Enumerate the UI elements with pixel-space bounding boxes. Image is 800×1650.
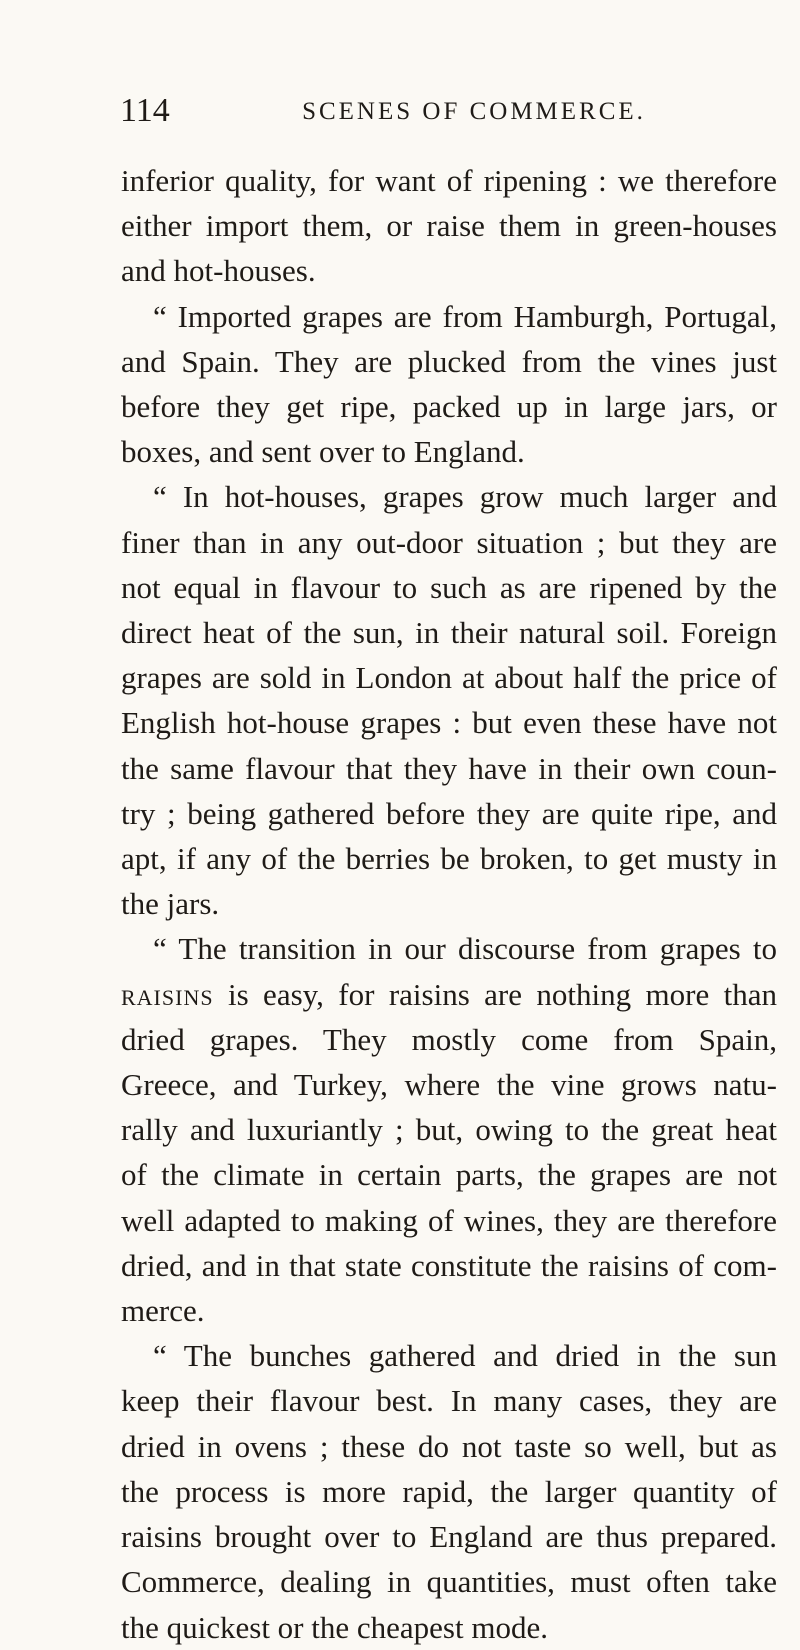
- paragraph-continued: [121, 972, 777, 1334]
- body-text: [121, 158, 777, 1650]
- text-line: either import them, or raise them in green-houses: [121, 208, 777, 244]
- page-header: [120, 92, 740, 136]
- text-line: English hot-house grapes : but even these have not: [121, 705, 777, 741]
- paragraph: [121, 926, 777, 971]
- paragraph-continued: [121, 1378, 777, 1649]
- text-line: and hot-houses.: [121, 253, 316, 289]
- text-line: inferior quality, for want of ripening : we therefore: [121, 163, 777, 198]
- paragraph: [121, 158, 777, 294]
- text-line: direct heat of the sun, in their natural soil. Foreign: [121, 615, 777, 651]
- text-line: before they get ripe, packed up in large jars, or: [121, 389, 777, 425]
- text-line: grapes are sold in London at about half the price of: [121, 660, 777, 696]
- text-line: well adapted to making of wines, they are therefore: [121, 1202, 777, 1238]
- text-line: “ In hot-houses, grapes grow much larger and: [153, 479, 777, 515]
- paragraph-continued: [121, 520, 777, 927]
- text-line: apt, if any of the berries be broken, to get musty in: [121, 841, 777, 877]
- text-line: finer than in any out-door situation ; but they are: [121, 524, 777, 560]
- text-line: “ Imported grapes are from Hamburgh, Portugal,: [153, 298, 777, 334]
- text-fragment: is easy, for raisins are nothing more than: [213, 976, 777, 1012]
- text-line: “ The transition in our discourse from grapes to: [153, 931, 777, 967]
- paragraph: [121, 1333, 777, 1378]
- text-line: dried in ovens ; these do not taste so well, but as: [121, 1428, 777, 1464]
- text-line: and Spain. They are plucked from the vines just: [121, 343, 777, 379]
- text-line: the jars.: [121, 886, 220, 922]
- text-line: “ The bunches gathered and dried in the sun: [153, 1338, 777, 1374]
- text-line: dried grapes. They mostly come from Spain,: [121, 1021, 777, 1057]
- running-head: SCENES OF COMMERCE.: [302, 98, 646, 125]
- text-line: the process is more rapid, the larger quantity of: [121, 1473, 777, 1509]
- text-line: [121, 972, 777, 1017]
- text-line: of the climate in certain parts, the grapes are not: [121, 1157, 777, 1193]
- text-line: rally and luxuriantly ; but, owing to the great heat: [121, 1112, 777, 1148]
- paragraph-continued: [121, 339, 777, 475]
- text-line: keep their flavour best. In many cases, they are: [121, 1383, 777, 1419]
- text-line: the quickest or the cheapest mode.: [121, 1609, 548, 1645]
- paragraph: [121, 294, 777, 339]
- text-line: boxes, and sent over to England.: [121, 434, 525, 470]
- text-line: raisins brought over to England are thus prepared.: [121, 1519, 777, 1555]
- text-line: Commerce, dealing in quantities, must often take: [121, 1564, 777, 1600]
- text-line: Greece, and Turkey, where the vine grows natu-: [121, 1067, 777, 1103]
- text-line: not equal in flavour to such as are ripened by the: [121, 569, 777, 605]
- smallcaps-term: raisins: [121, 976, 214, 1012]
- text-line: try ; being gathered before they are quite ripe, and: [121, 795, 777, 831]
- text-line: dried, and in that state constitute the raisins of com-: [121, 1247, 777, 1283]
- paragraph: [121, 474, 777, 519]
- page-number: 114: [120, 92, 170, 129]
- text-line: merce.: [121, 1293, 205, 1329]
- text-line: the same flavour that they have in their own coun-: [121, 750, 777, 786]
